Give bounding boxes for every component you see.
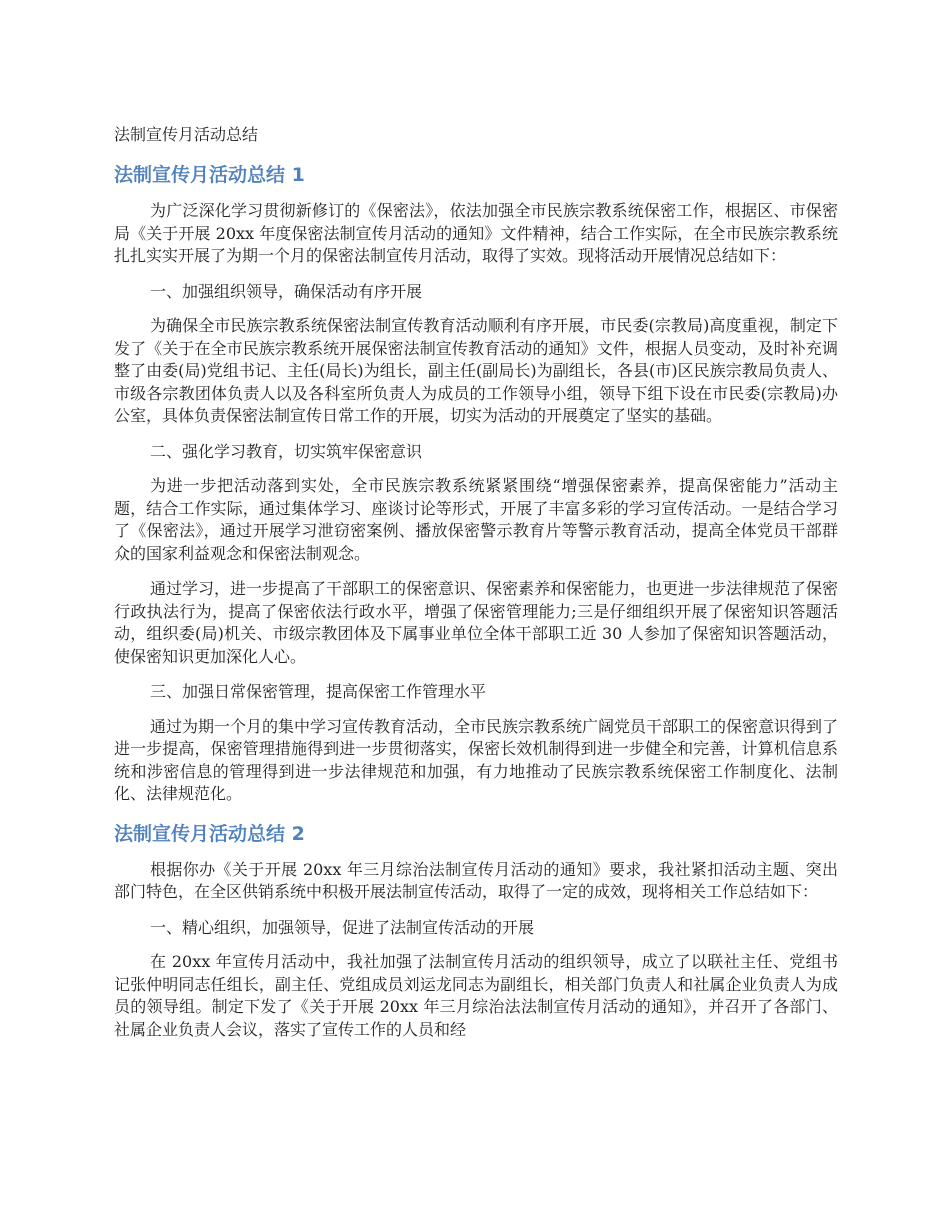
document-content — [114, 122, 838, 1054]
section-heading: 法制宣传月活动总结 1 — [114, 164, 305, 186]
paragraph: 通过学习，进一步提高了干部职工的保密意识、保密素养和保密能力，也更进一步法律规范了保密行政执法行为，提高了保密依法行政水平，增强了保密管理能力;三是仔细组织开展了保密知识答题活动，组织委(局)机关、市级宗教团体及下属事业单位全体干部职工近 30 人参加了保密知识答题活动，使保密知识更加深化人心。 — [114, 579, 839, 666]
section-heading: 法制宣传月活动总结 2 — [114, 822, 305, 845]
paragraph: 在 20xx 年宣传月活动中，我社加强了法制宣传月活动的组织领导，成立了以联社主任、党组书记张仲明同志任组长，副主任、党组成员刘运龙同志为副组长，相关部门负责人和社属企业负责人为成员的领导组。制定下发了《关于开展 20xx 年三月综治法法制宣传月活动的通知》，并召开了各部门、社属企业负责人会议，落实了宣传工作的人员和经 — [114, 952, 838, 1039]
subheading-paragraph: 一、加强组织领导，确保活动有序开展 — [150, 281, 423, 301]
paragraph: 通过为期一个月的集中学习宣传教育活动，全市民族宗教系统广阔党员干部职工的保密意识得到了进一步提高，保密管理措施得到进一步贯彻落实，保密长效机制得到进一步健全和完善，计算机信息系统和涉密信息的管理得到进一步法律规范和加强，有力地推动了民族宗教系统保密工作制度化、法制化、法律规范化。 — [114, 716, 839, 803]
paragraph: 为进一步把活动落到实处，全市民族宗教系统紧紧围绕“增强保密素养，提高保密能力”活动主题，结合工作实际，通过集体学习、座谈讨论等形式，开展了丰富多彩的学习宣传活动。一是结合学习了《保密法》，通过开展学习泄窃密案例、播放保密警示教育片等警示教育活动，提高全体党员干部群众的国家利益观念和保密法制观念。 — [114, 476, 838, 563]
document-title: 法制宣传月活动总结 — [114, 125, 259, 144]
subheading-paragraph: 三、加强日常保密管理，提高保密工作管理水平 — [150, 682, 487, 701]
paragraph: 为广泛深化学习贯彻新修订的《保密法》，依法加强全市民族宗教系统保密工作，根据区、市保密局《关于开展 20xx 年度保密法制宣传月活动的通知》文件精神，结合工作实际，在全市民族宗教系统扎扎实实开展了为期一个月的保密法制宣传月活动，取得了实效。现将活动开展情况总结如下： — [114, 201, 838, 265]
paragraph: 为确保全市民族宗教系统保密法制宣传教育活动顺利有序开展，市民委(宗教局)高度重视，制定下发了《关于在全市民族宗教系统开展保密法制宣传教育活动的通知》文件，根据人员变动，及时补充调整了由委(局)党组书记、主任(局长)为组长，副主任(副局长)为副组长，各县(市)区民族宗教局负责人、市级各宗教团体负责人以及各科室所负责人为成员的工作领导小组，领导下组下设在市民委(宗教局)办公室，具体负责保密法制宣传日常工作的开展，切实为活动的开展奠定了坚实的基础。 — [114, 316, 838, 425]
subheading-paragraph: 一、精心组织，加强领导，促进了法制宣传活动的开展 — [150, 917, 535, 937]
paragraph: 根据你办《关于开展 20xx 年三月综治法制宣传月活动的通知》要求，我社紧扣活动主题、突出部门特色，在全区供销系统中积极开展法制宣传活动，取得了一定的成效，现将相关工作总结如下： — [114, 859, 838, 901]
subheading-paragraph: 二、强化学习教育，切实筑牢保密意识 — [150, 441, 423, 461]
